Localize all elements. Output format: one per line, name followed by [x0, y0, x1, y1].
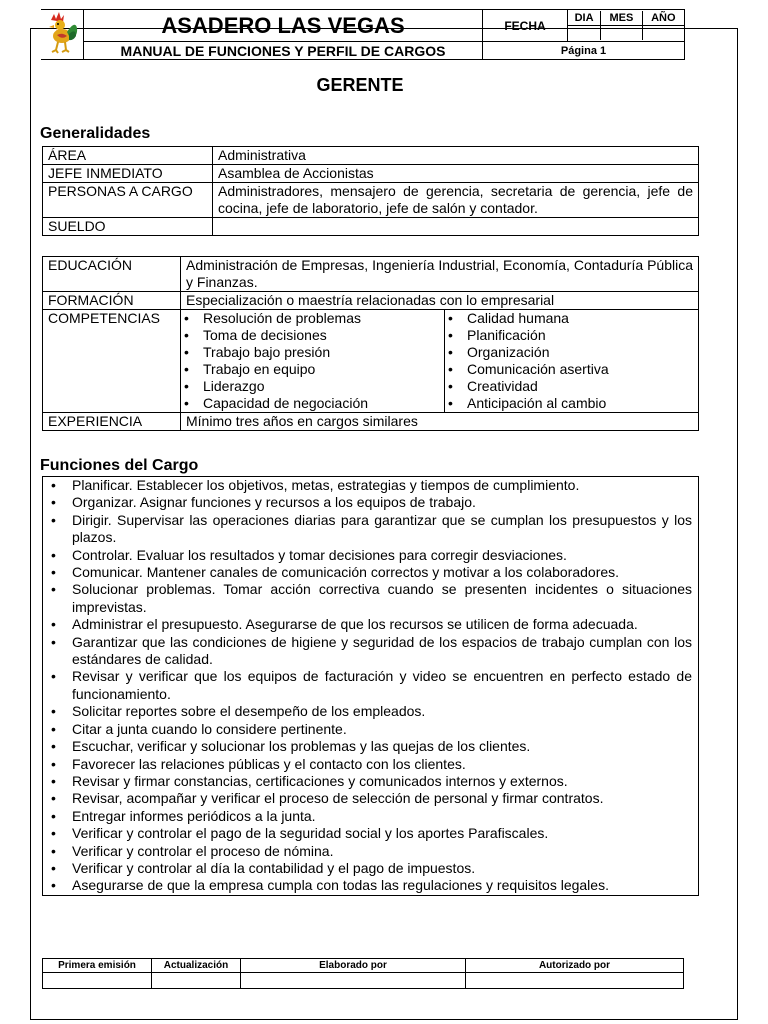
funciones-list — [48, 477, 692, 895]
educacion-label: EDUCACIÓN — [43, 257, 181, 292]
list-item: • Asegurarse de que la empresa cumpla con todas las regulaciones y requisitos legales. — [48, 877, 692, 894]
list-item: • Revisar y firmar constancias, certificaciones y comunicados internos y externos. — [48, 773, 692, 790]
jefe-inmediato-value: Asamblea de Accionistas — [213, 165, 699, 183]
footer-table — [42, 958, 684, 989]
competencias-right-list — [445, 310, 699, 413]
list-item: • Liderazgo — [181, 378, 439, 395]
table-row — [43, 413, 699, 431]
list-item: • Comunicación asertiva — [445, 361, 693, 378]
personas-a-cargo-label: PERSONAS A CARGO — [43, 183, 213, 218]
list-item: • Garantizar que las condiciones de higiene y seguridad de los espacios de trabajo cumplan con los estándares de calidad. — [48, 634, 692, 669]
list-item: • Planificar. Establecer los objetivos, metas, estrategias y tiempos de cumplimiento. — [48, 477, 692, 494]
personas-a-cargo-value: Administradores, mensajero de gerencia, secretaria de gerencia, jefe de cocina, jefe de laboratorio, jefe de salón y contador. — [213, 183, 699, 218]
list-item: • Organizar. Asignar funciones y recursos a los equipos de trabajo. — [48, 494, 692, 511]
educacion-value: Administración de Empresas, Ingeniería Industrial, Economía, Contaduría Pública y Finanzas. — [181, 257, 699, 292]
list-item: • Capacidad de negociación — [181, 395, 439, 412]
list-item: • Toma de decisiones — [181, 327, 439, 344]
list-item: • Organización — [445, 344, 693, 361]
list-item: • Dirigir. Supervisar las operaciones diarias para garantizar que se cumplan los presupuestos y los plazos. — [48, 512, 692, 547]
primera-emision-value — [43, 973, 152, 989]
list-item: • Trabajo bajo presión — [181, 344, 439, 361]
page-number: Página 1 — [483, 42, 685, 60]
list-item: • Calidad humana — [445, 310, 693, 327]
competencias-label: COMPETENCIAS — [43, 310, 181, 413]
sueldo-label: SUELDO — [43, 218, 213, 236]
table-row — [43, 292, 699, 310]
document-header — [41, 9, 685, 60]
list-item: • Trabajo en equipo — [181, 361, 439, 378]
list-item: • Controlar. Evaluar los resultados y tomar decisiones para corregir desviaciones. — [48, 547, 692, 564]
actualizacion-value — [152, 973, 241, 989]
elaborado-por-value — [241, 973, 466, 989]
jefe-inmediato-label: JEFE INMEDIATO — [43, 165, 213, 183]
list-item: • Verificar y controlar el proceso de nómina. — [48, 843, 692, 860]
list-item: • Entregar informes periódicos a la junta. — [48, 808, 692, 825]
table-row — [43, 257, 699, 292]
perfil-table — [42, 256, 699, 431]
autorizado-por-value — [466, 973, 684, 989]
list-item: • Verificar y controlar el pago de la seguridad social y los aportes Parafiscales. — [48, 825, 692, 842]
funciones-box — [42, 476, 699, 896]
sueldo-value — [213, 218, 699, 236]
area-value: Administrativa — [213, 147, 699, 165]
date-year-value — [642, 26, 684, 41]
elaborado-por-header: Elaborado por — [241, 959, 466, 973]
funciones-title: Funciones del Cargo — [40, 457, 199, 474]
date-month-value — [601, 26, 643, 41]
list-item: • Administrar el presupuesto. Asegurarse de que los recursos se utilicen de forma adecuada. — [48, 616, 692, 633]
list-item: • Solucionar problemas. Tomar acción correctiva cuando se presenten incidentes o situaciones imprevistas. — [48, 581, 692, 616]
company-name: ASADERO LAS VEGAS — [84, 10, 483, 42]
date-col-month: MES — [601, 11, 643, 26]
list-item: • Favorecer las relaciones públicas y el contacto con los clientes. — [48, 756, 692, 773]
experiencia-value: Mínimo tres años en cargos similares — [181, 413, 699, 431]
list-item: • Citar a junta cuando lo considere pertinente. — [48, 721, 692, 738]
role-title: GERENTE — [316, 75, 404, 95]
table-row — [43, 310, 699, 413]
table-row — [43, 165, 699, 183]
table-row — [43, 218, 699, 236]
date-day-value — [568, 26, 601, 41]
competencias-left-list — [181, 310, 445, 413]
fecha-label: FECHA — [483, 10, 568, 42]
table-row — [43, 183, 699, 218]
manual-title: MANUAL DE FUNCIONES Y PERFIL DE CARGOS — [84, 42, 483, 60]
date-grid — [568, 10, 685, 42]
actualizacion-header: Actualización — [152, 959, 241, 973]
list-item: • Creatividad — [445, 378, 693, 395]
list-item: • Anticipación al cambio — [445, 395, 693, 412]
rooster-logo-icon — [41, 10, 84, 60]
list-item: • Escuchar, verificar y solucionar los problemas y las quejas de los clientes. — [48, 738, 692, 755]
primera-emision-header: Primera emisión — [43, 959, 152, 973]
list-item: • Comunicar. Mantener canales de comunicación correctos y motivar a los colaboradores. — [48, 564, 692, 581]
list-item: • Resolución de problemas — [181, 310, 439, 327]
formacion-label: FORMACIÓN — [43, 292, 181, 310]
list-item: • Planificación — [445, 327, 693, 344]
generalidades-table — [42, 146, 699, 236]
list-item: • Verificar y controlar al día la contabilidad y el pago de impuestos. — [48, 860, 692, 877]
list-item: • Solicitar reportes sobre el desempeño de los empleados. — [48, 703, 692, 720]
experiencia-label: EXPERIENCIA — [43, 413, 181, 431]
area-label: ÁREA — [43, 147, 213, 165]
date-col-day: DIA — [568, 11, 601, 26]
list-item: • Revisar, acompañar y verificar el proceso de selección de personal y firmar contratos. — [48, 790, 692, 807]
generalidades-title: Generalidades — [40, 125, 151, 142]
formacion-value: Especialización o maestría relacionadas con lo empresarial — [181, 292, 699, 310]
list-item: • Revisar y verificar que los equipos de facturación y video se encuentren en perfecto estado de funcionamiento. — [48, 668, 692, 703]
date-col-year: AÑO — [642, 11, 684, 26]
table-row — [43, 147, 699, 165]
autorizado-por-header: Autorizado por — [466, 959, 684, 973]
